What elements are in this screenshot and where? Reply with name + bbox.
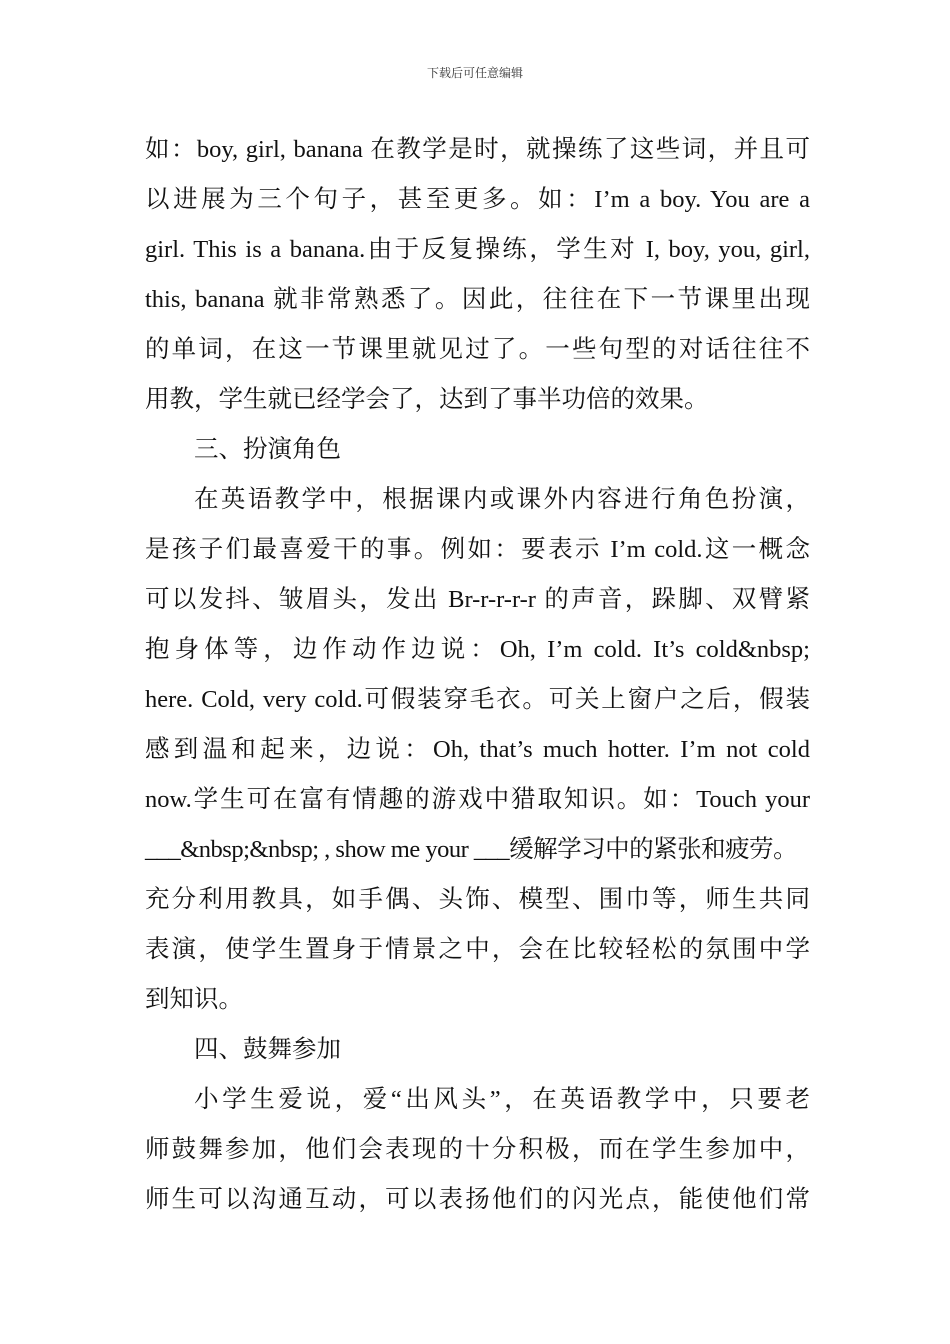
section-heading: 四、鼓舞参加 <box>194 1036 341 1063</box>
text-line: 的单词，在这一节课里就见过了。一些句型的对话往往不 <box>145 336 810 363</box>
text-line: girl. This is a banana.由于反复操练，学生对 I, boy, you, girl, <box>145 236 810 263</box>
text-line: 是孩子们最喜爱干的事。例如：要表示 I’m cold.这一概念 <box>145 536 810 563</box>
text-line: 以进展为三个句子，甚至更多。如：I’m a boy. You are a <box>145 186 810 213</box>
text-line: 师鼓舞参加，他们会表现的十分积极，而在学生参加中， <box>145 1136 810 1163</box>
text-line: 到知识。 <box>145 986 243 1013</box>
section-heading: 三、扮演角色 <box>194 436 341 463</box>
text-line: 表演，使学生置身于情景之中，会在比较轻松的氛围中学 <box>145 936 810 963</box>
text-line: 用教，学生就已经学会了，达到了事半功倍的效果。 <box>145 386 709 413</box>
text-line: 如：boy, girl, banana 在教学是时，就操练了这些词，并且可 <box>145 136 810 163</box>
text-line: 小学生爱说，爱“出风头”，在英语教学中，只要老 <box>194 1086 810 1113</box>
text-line: this, banana 就非常熟悉了。因此，往往在下一节课里出现 <box>145 286 810 313</box>
document-body <box>145 125 810 1225</box>
text-line: ___&nbsp;&nbsp; , show me your ___缓解学习中的紧张和疲劳。 <box>145 836 798 863</box>
page-header: 下载后可任意编辑 <box>426 66 523 80</box>
text-line: 充分利用教具，如手偶、头饰、模型、围巾等，师生共同 <box>145 886 810 913</box>
text-line: 感到温和起来，边说：Oh, that’s much hotter. I’m not cold <box>145 736 810 763</box>
text-line: now.学生可在富有情趣的游戏中猎取知识。如：Touch your <box>145 786 810 813</box>
text-line: 可以发抖、皱眉头，发出 Br-r-r-r-r 的声音，跺脚、双臂紧 <box>145 586 810 613</box>
text-line: 师生可以沟通互动，可以表扬他们的闪光点，能使他们常 <box>145 1186 810 1213</box>
text-line: here. Cold, very cold.可假装穿毛衣。可关上窗户之后，假装 <box>145 686 810 713</box>
text-line: 在英语教学中，根据课内或课外内容进行角色扮演， <box>194 486 810 513</box>
text-line: 抱身体等，边作动作边说：Oh, I’m cold. It’s cold&nbsp; <box>145 636 810 663</box>
